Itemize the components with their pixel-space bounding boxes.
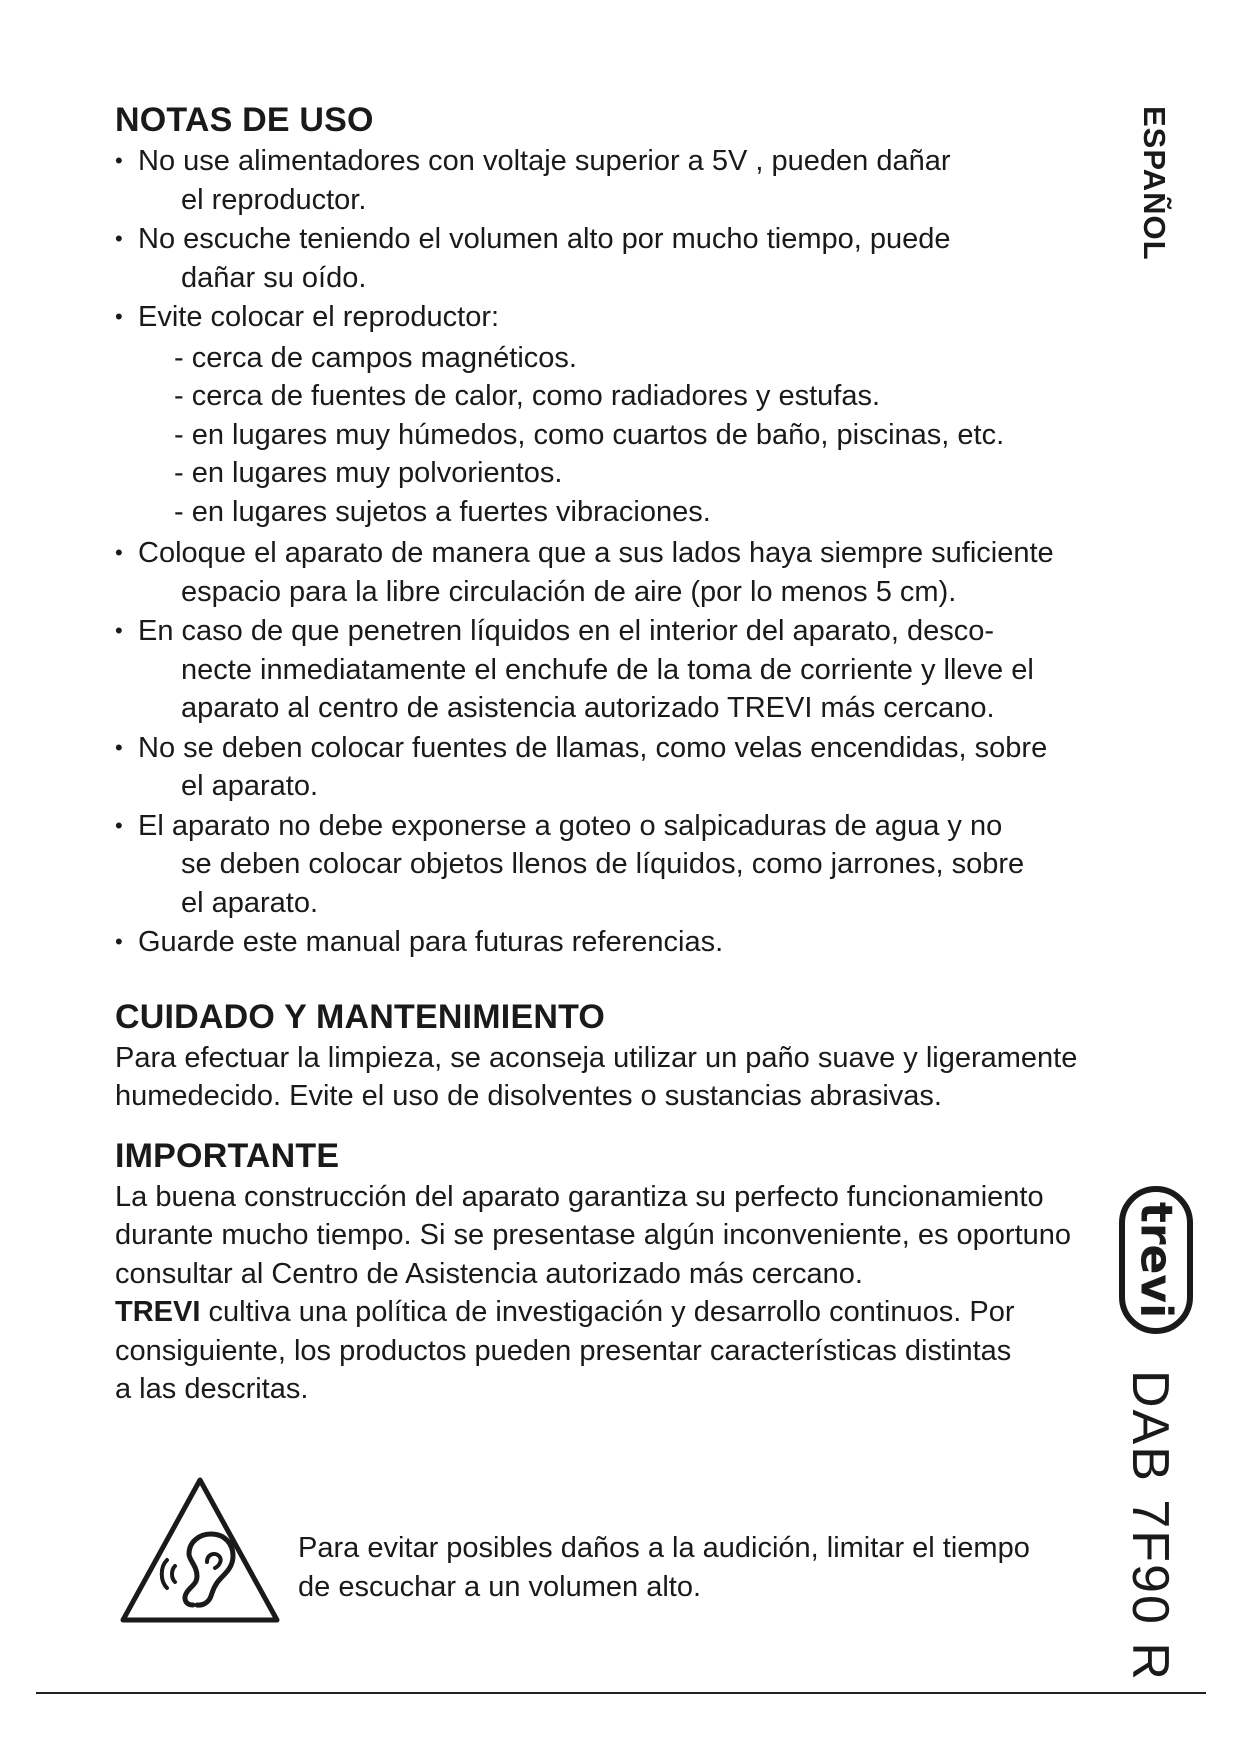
bullet-text: No se deben colocar fuentes de llamas, como velas encendidas, sobre (138, 731, 1048, 764)
bullet-text: el reproductor. (181, 183, 367, 216)
bullet-text: se deben colocar objetos llenos de líquidos, como jarrones, sobre (181, 848, 1025, 880)
list-item (115, 220, 1125, 297)
sub-list-item: - cerca de campos magnéticos. (174, 341, 577, 374)
logo-text: trevi (1130, 1201, 1182, 1319)
list-item (115, 612, 1125, 728)
paragraph-line: consiguiente, los productos pueden presentar características distintas (115, 1334, 1012, 1367)
bullet-text: En caso de que penetren líquidos en el interior del aparato, desco- (138, 615, 995, 647)
bullet-text: Evite colocar el reproductor: (138, 301, 500, 333)
bullet-text: aparato al centro de asistencia autorizado TREVI más cercano. (181, 692, 995, 724)
paragraph-line: Para evitar posibles daños a la audición, limitar el tiempo (298, 1532, 1030, 1564)
list-item (115, 534, 1125, 611)
usage-notes-list (115, 142, 1125, 962)
brand-name: TREVI (115, 1296, 201, 1328)
bullet-text: el aparato. (181, 770, 319, 802)
paragraph-line: Para efectuar la limpieza, se aconseja utilizar un paño suave y ligeramente (115, 1041, 1078, 1074)
hearing-warning-icon (115, 1470, 285, 1640)
paragraph-line: a las descritas. (115, 1373, 309, 1405)
sub-list-item: - en lugares sujetos a fuertes vibraciones. (174, 495, 711, 528)
hearing-warning (115, 1470, 1115, 1640)
bullet-text: No escuche teniendo el volumen alto por mucho tiempo, puede (138, 223, 951, 255)
paragraph-line: durante mucho tiempo. Si se presentase algún inconveniente, es oportuno (115, 1219, 1072, 1251)
sub-list-item: - cerca de fuentes de calor, como radiadores y estufas. (174, 380, 881, 412)
bullet-text: el aparato. (181, 886, 319, 919)
brand-policy-paragraph (115, 1293, 1125, 1409)
language-tab: ESPAÑOL (1137, 106, 1172, 261)
paragraph-line: La buena construcción del aparato garantiza su perfecto funcionamiento (115, 1180, 1044, 1213)
paragraph-line: humedecido. Evite el uso de disolventes o sustancias abrasivas. (115, 1080, 942, 1112)
bullet-text: No use alimentadores con voltaje superior a 5V , pueden dañar (138, 145, 951, 177)
bullet-text: Guarde este manual para futuras referencias. (138, 926, 724, 958)
bullet-text: necte inmediatamente el enchufe de la toma de corriente y lleve el (181, 653, 1034, 686)
hearing-warning-text (298, 1529, 1118, 1606)
list-item (115, 298, 1125, 531)
bottom-divider (36, 1692, 1206, 1694)
important-heading: IMPORTANTE (115, 1136, 340, 1175)
list-item (115, 807, 1125, 923)
list-item (115, 923, 1125, 962)
bullet-text: Coloque el aparato de manera que a sus lados haya siempre suficiente (138, 537, 1054, 569)
sub-list-item: - en lugares muy húmedos, como cuartos de baño, piscinas, etc. (174, 418, 1005, 451)
paragraph-line: cultiva una política de investigación y desarrollo continuos. Por (208, 1296, 1015, 1328)
bullet-text: espacio para la libre circulación de aire (por lo menos 5 cm). (181, 575, 957, 608)
trevi-logo-icon (1118, 1185, 1194, 1335)
care-heading: CUIDADO Y MANTENIMIENTO (115, 997, 606, 1036)
model-name: DAB 7F90 R (1121, 1370, 1179, 1682)
list-item (115, 729, 1125, 806)
sub-list-item: - en lugares muy polvorientos. (174, 457, 563, 489)
page-content (115, 98, 1125, 1409)
paragraph-line: de escuchar a un volumen alto. (298, 1570, 702, 1603)
placement-sublist (138, 339, 1125, 532)
bullet-text: dañar su oído. (181, 261, 367, 294)
important-paragraph (115, 1178, 1125, 1294)
paragraph-line: consultar al Centro de Asistencia autorizado más cercano. (115, 1257, 863, 1290)
care-paragraph (115, 1039, 1125, 1116)
bullet-text: El aparato no debe exponerse a goteo o salpicaduras de agua y no (138, 809, 1003, 842)
usage-notes-heading: NOTAS DE USO (115, 101, 374, 139)
list-item (115, 142, 1125, 219)
